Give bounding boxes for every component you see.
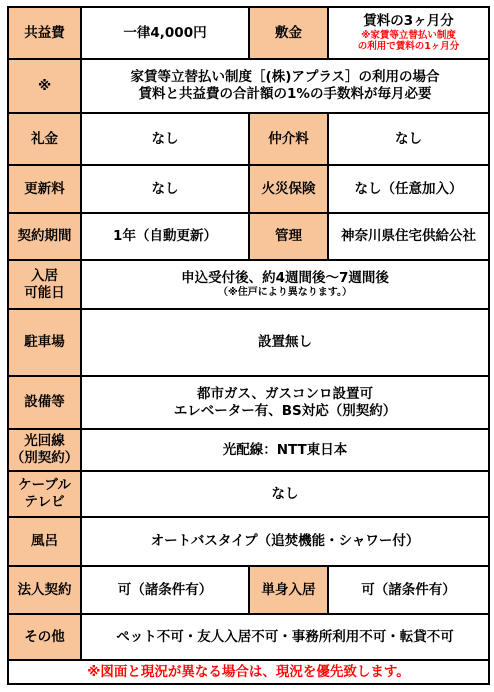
label-shikikin: 敷金 [249, 7, 328, 59]
setsubi-line-2: エレベーター有、BS対応（別契約） [173, 402, 397, 419]
label-kanri: 管理 [249, 213, 328, 260]
row-sonota [8, 614, 489, 660]
label-cable [8, 471, 81, 517]
row-footer [8, 660, 489, 684]
label-hikari [8, 429, 81, 471]
row-nyukyo [8, 260, 489, 309]
value-nyukyo [81, 260, 489, 309]
row-koshinryo-kasai [8, 165, 489, 213]
row-kyoekihi-shikikin [8, 7, 489, 59]
label-chukairyo: 仲介料 [249, 113, 328, 165]
label-furo: 風呂 [8, 517, 81, 566]
value-shikikin [328, 7, 489, 59]
shikikin-amount: 賃料の3ヶ月分 [363, 12, 454, 29]
value-reikin: なし [81, 113, 249, 165]
row-cable [8, 471, 489, 517]
row-setsubi [8, 376, 489, 429]
row-hojin-tanshin [8, 566, 489, 614]
value-chukairyo: なし [328, 113, 489, 165]
row-reikin-chukairyo [8, 113, 489, 165]
property-details-table [7, 6, 490, 685]
label-reikin: 礼金 [8, 113, 81, 165]
label-cable-line-2: テレビ [24, 494, 65, 510]
value-furo: オートバスタイプ（追焚機能・シャワー付） [81, 517, 489, 566]
footer-note: ※図面と現況が異なる場合は、現況を優先致します。 [8, 660, 489, 684]
label-nyukyo-line-2: 可能日 [24, 284, 65, 301]
nyukyo-note: （※住戸により異なります。） [218, 286, 352, 298]
value-kanri: 神奈川県住宅供給公社 [328, 213, 489, 260]
label-chushajo: 駐車場 [8, 309, 81, 376]
shikikin-note-line-1: ※家賃等立替払い制度 [361, 29, 456, 41]
row-keiyaku-kanri [8, 213, 489, 260]
value-asterisk-note [81, 59, 489, 113]
value-koshinryo: なし [81, 165, 249, 213]
row-asterisk-note [8, 59, 489, 113]
shikikin-note-line-2: の利用で賃料の1ヶ月分 [357, 41, 460, 53]
asterisk-note-line-1: 家賃等立替払い制度［(株)アプラス］の利用の場合 [130, 69, 440, 86]
value-hojin-keiyaku: 可（諸条件有） [81, 566, 249, 614]
label-kyoekihi: 共益費 [8, 7, 81, 59]
label-setsubi: 設備等 [8, 376, 81, 429]
label-tanshin-nyukyo: 単身入居 [249, 566, 328, 614]
row-hikari [8, 429, 489, 471]
setsubi-line-1: 都市ガス、ガスコンロ設置可 [197, 385, 373, 402]
label-hikari-line-2: （別契約） [10, 450, 79, 466]
row-furo [8, 517, 489, 566]
label-koshinryo: 更新料 [8, 165, 81, 213]
value-tanshin-nyukyo: 可（諸条件有） [328, 566, 489, 614]
label-hojin-keiyaku: 法人契約 [8, 566, 81, 614]
label-nyukyo-line-1: 入居 [31, 267, 58, 284]
value-chushajo: 設置無し [81, 309, 489, 376]
value-kyoekihi: 一律4,000円 [81, 7, 249, 59]
value-cable: なし [81, 471, 489, 517]
label-keiyaku-kikan: 契約期間 [8, 213, 81, 260]
value-hikari: 光配線：NTT東日本 [81, 429, 489, 471]
nyukyo-period: 申込受付後、約4週間後～7週間後 [181, 269, 389, 286]
label-asterisk: ※ [8, 59, 81, 113]
value-setsubi [81, 376, 489, 429]
label-nyukyo [8, 260, 81, 309]
label-hikari-line-1: 光回線 [24, 433, 65, 450]
value-keiyaku-kikan: 1年（自動更新） [81, 213, 249, 260]
value-kasai-hoken: なし（任意加入） [328, 165, 489, 213]
label-sonota: その他 [8, 614, 81, 660]
row-chushajo [8, 309, 489, 376]
label-kasai-hoken: 火災保険 [249, 165, 328, 213]
value-sonota: ペット不可・友人入居不可・事務所利用不可・転貸不可 [81, 614, 489, 660]
label-cable-line-1: ケーブル [18, 477, 71, 494]
asterisk-note-line-2: 賃料と共益費の合計額の1%の手数料が毎月必要 [138, 86, 432, 102]
